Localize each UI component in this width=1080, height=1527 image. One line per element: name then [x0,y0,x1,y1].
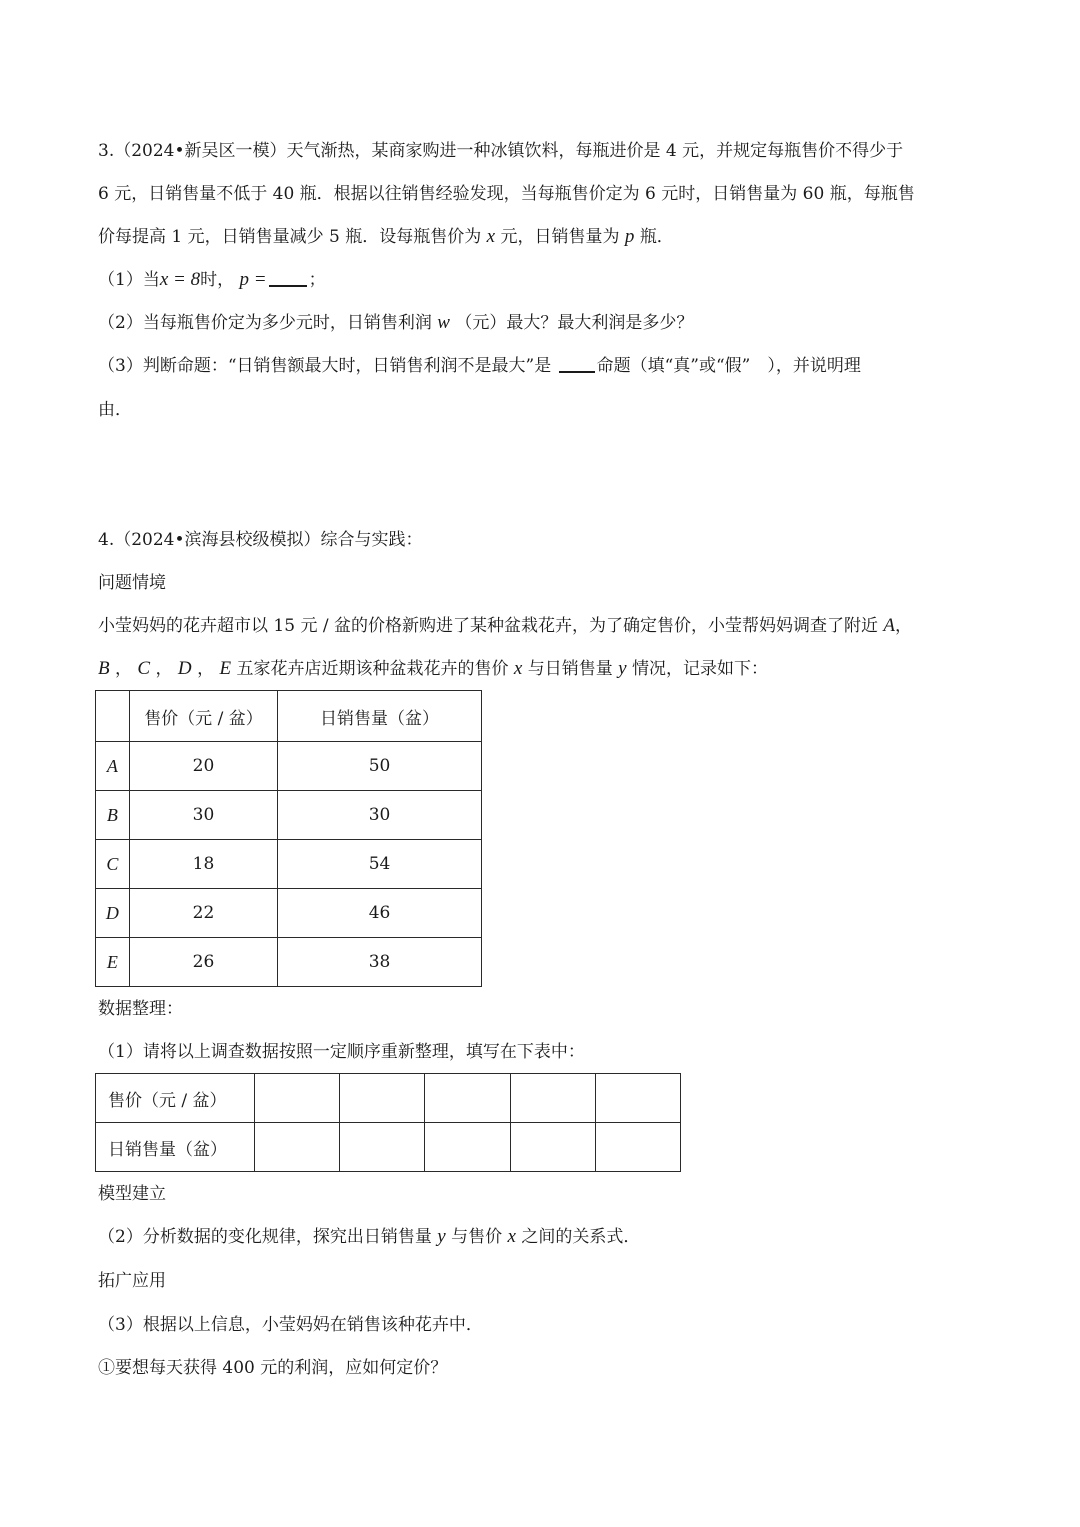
row-label: E [96,938,130,987]
q4-section-model: 模型建立 [98,1184,166,1204]
var-y: y [437,1226,446,1247]
q4-intro-1 [98,614,912,638]
q4-sub-1: （1）请将以上调查数据按照一定顺序重新整理，填写在下表中： [98,1042,585,1062]
q3-line-3-text-c: 瓶． [639,227,674,247]
table-row [96,840,482,889]
answer-blank[interactable] [269,269,307,287]
price-cell: 26 [129,938,277,987]
table-row [96,1123,681,1172]
row-label: B [96,791,130,840]
q3-sub-2-text-a: （2）当每瓶售价定为多少元时，日销售利润 [98,313,432,333]
price-cell: 18 [129,840,277,889]
q3-sub-3-text-b: 命题（填“真”或“假” ），并说明理 [596,356,861,376]
qty-cell: 50 [278,742,482,791]
q4-sub-2-text-c: 之间的关系式． [521,1227,641,1247]
q4-sub-2-text-b: 与售价 [451,1227,503,1247]
table-header-row [96,691,482,742]
empty-cell[interactable] [595,1074,680,1123]
empty-cell[interactable] [510,1074,595,1123]
q3-line-2: 6 元，日销售量不低于 40 瓶．根据以往销售经验发现，当每瓶售价定为 6 元时，日销售量为 60 瓶，每瓶售 [98,184,915,204]
q3-line-1: 3.（2024•新吴区一模）天气渐热，某商家购进一种冰镇饮料，每瓶进价是 4 元，并规定每瓶售价不得少于 [98,141,904,161]
q3-sub-1-text-b: 时， [200,270,235,290]
answer-blank[interactable] [559,355,595,373]
q4-section-problem: 问题情境 [98,573,166,593]
row-label: D [96,889,130,938]
q3-sub-1-text-c: ； [308,270,326,290]
q4-sub-2 [98,1225,640,1249]
q4-intro-2-text-b: 与日销售量 [527,659,613,679]
q4-section-data: 数据整理： [98,999,183,1019]
price-cell: 22 [129,889,277,938]
q4-sub-3-1: ①要想每天获得 400 元的利润，应如何定价？ [98,1358,448,1378]
empty-cell[interactable] [425,1123,510,1172]
q3-sub-3-cont: 由． [98,400,132,420]
q3-sub-3 [98,354,861,378]
empty-cell[interactable] [340,1123,425,1172]
qty-cell: 46 [278,889,482,938]
table-row [96,938,482,987]
q4-intro-2 [98,657,768,681]
var-y: y [618,658,627,679]
table-header-cell: 日销售量（盆） [278,691,482,742]
label-B: B [98,658,110,679]
q3-line-3 [98,225,674,249]
comma: ， [197,659,215,679]
q3-sub-1-text-a: （1）当 [98,270,160,290]
table-row [96,1074,681,1123]
var-x: x [486,226,496,247]
var-x: x [513,658,523,679]
empty-cell[interactable] [254,1074,339,1123]
q3-line-3-text-a: 价每提高 1 元，日销售量减少 5 瓶．设每瓶售价为 [98,227,482,247]
comma: ， [115,659,133,679]
q3-sub-2-text-b: （元）最大？最大利润是多少？ [455,313,694,333]
qty-cell: 30 [278,791,482,840]
table-row [96,791,482,840]
row-label: A [96,742,130,791]
empty-cell[interactable] [595,1123,680,1172]
comma: ， [155,659,173,679]
q4-sub-2-text-a: （2）分析数据的变化规律，探究出日销售量 [98,1227,432,1247]
var-p: p [624,226,635,247]
q4-title: 4.（2024•滨海县校级模拟）综合与实践： [98,530,423,550]
row-header-qty: 日销售量（盆） [96,1123,255,1172]
q3-line-3-text-b: 元，日销售量为 [500,227,620,247]
empty-cell[interactable] [254,1123,339,1172]
q4-intro-2-text-c: 情况，记录如下： [631,659,768,679]
survey-table [95,690,482,987]
label-D: D [177,658,192,679]
table-header-cell: 售价（元 / 盆） [129,691,277,742]
qty-cell: 54 [278,840,482,889]
var-w: w [437,312,450,333]
fill-in-table [95,1073,681,1172]
q4-section-apply: 拓广应用 [98,1271,166,1291]
q3-sub-1-equation: x = 8 [159,269,201,290]
row-label: C [96,840,130,889]
q3-sub-3-text-a: （3）判断命题：“日销售额最大时，日销售利润不是最大”是 [98,356,552,376]
empty-cell[interactable] [510,1123,595,1172]
row-header-price: 售价（元 / 盆） [96,1074,255,1123]
label-C: C [137,658,151,679]
table-row [96,889,482,938]
table-header-cell [96,691,130,742]
comma: ， [895,616,912,636]
label-E: E [219,658,232,679]
qty-cell: 38 [278,938,482,987]
empty-cell[interactable] [340,1074,425,1123]
var-x: x [507,1226,516,1247]
price-cell: 20 [129,742,277,791]
table-row [96,742,482,791]
q3-sub-2 [98,311,693,335]
label-A: A [883,615,895,636]
q4-intro-1-text: 小莹妈妈的花卉超市以 15 元 / 盆的价格新购进了某种盆栽花卉，为了确定售价，小莹帮妈妈调查了附近 [98,616,878,636]
q3-sub-1 [98,268,326,292]
q4-sub-3: （3）根据以上信息，小莹妈妈在销售该种花卉中． [98,1315,483,1335]
q4-intro-2-text-a: 五家花卉店近期该种盆栽花卉的售价 [236,659,509,679]
empty-cell[interactable] [425,1074,510,1123]
price-cell: 30 [129,791,277,840]
q3-sub-1-p: p = [239,269,267,290]
